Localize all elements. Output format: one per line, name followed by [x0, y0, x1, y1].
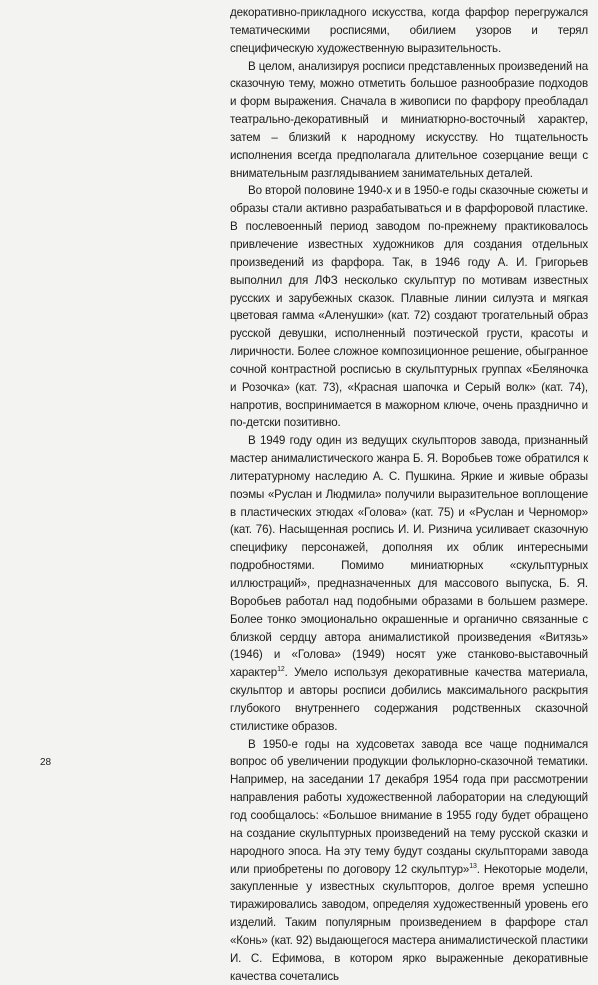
paragraph-2-text: В целом, анализируя росписи представленных произведений на сказочную тему, можно отметить большое разнообразие подходов и форм выражения. Сначала в живописи по фарфору преобладал театрально-декоративный и миниатюрно-восточный характер, затем – близкий к народному искусству. Но тщательность исполнения всегда предполагала длительное созерцание вещи с внимательным разглядыванием занимательных деталей.	[230, 59, 588, 180]
paragraph-1	[230, 4, 588, 58]
paragraph-4	[230, 432, 588, 735]
paragraph-4-text: В 1949 году один из ведущих скульпторов завода, признанный мастер анималистического жанра Б. Я. Воробьев тоже обратился к литературному наследию А. С. Пушкина. Яркие и живые образы поэмы «Руслан и Людмила» получили выразительное воплощение в пластических этюдах «Голова» (кат. 75) и «Руслан и Черномор» (кат. 76). Насыщенная роспись И. И. Ризнича усиливает сказочную специфику персонажей, дополняя их облик интересными подробностями. Помимо миниатюрных «скульптурных иллюстраций», предназначенных для массового выпуска, Б. Я. Воробьев работал над подобными образами в большем размере. Более тонко эмоционально окрашенные и органично связанные с близкой сердцу автора анималистикой произведения «Витязь» (1946) и «Голова» (1949) носят уже станково-выставочный характер	[230, 434, 588, 680]
paragraph-4-text-after: . Умело используя декоративные качества материала, скульптор и авторы росписи добились максимального раскрытия глубокого внутреннего содержания родственных сказочной стилистике образов.	[230, 666, 588, 733]
footnote-ref-13: 13	[469, 862, 477, 870]
main-text-column	[230, 4, 588, 985]
page-number: 28	[40, 757, 52, 768]
paragraph-3	[230, 182, 588, 432]
footnote-ref-12: 12	[277, 666, 285, 674]
paragraph-5-text-after: . Некоторые модели, закупленные у известных скульпторов, долгое время успешно тиражировались заводом, определяя художественный уровень его изделий. Таким популярным произведением в фарфоре стал «Конь» (кат. 92) выдающегося мастера анималистической пластики И. С. Ефимова, в котором ярко выраженные декоративные качества сочетались	[230, 862, 588, 983]
paragraph-5-text: В 1950-е годы на худсоветах завода все чаще поднимался вопрос об увеличении продукции фольклорно-сказочной тематики. Например, на заседании 17 декабря 1954 года при рассмотрении направления работы художественной лаборатории на следующий год сообщалось: «Большое внимание в 1955 году будет обращено на создание скульптурных произведений на тему русской сказки и народного эпоса. На эту тему будут созданы скульпторами завода или приобретены по договору 12 скульптур»	[230, 737, 588, 876]
paragraph-3-text: Во второй половине 1940-х и в 1950-е годы сказочные сюжеты и образы стали активно разрабатываться и в фарфоровой пластике. В послевоенный период заводом по-прежнему практиковалось привлечение известных художников для создания отдельных произведений из фарфора. Так, в 1946 году А. И. Григорьев выполнил для ЛФЗ несколько скульптур по мотивам известных русских и зарубежных сказок. Плавные линии силуэта и мягкая цветовая гамма «Аленушки» (кат. 72) создают трогательный образ русской девушки, исполненный поэтической грусти, красоты и лиричности. Более сложное композиционное решение, обыгранное сочной контрастной росписью в скульптурных группах «Беляночка и Розочка» (кат. 73), «Красная шапочка и Серый волк» (кат. 74), напротив, воспринимается в мажорном ключе, очень празднично и по-детски позитивно.	[230, 184, 588, 430]
paragraph-5	[230, 736, 588, 985]
paragraph-1-text: декоративно-прикладного искусства, когда фарфор перегружался тематическими росписями, обилием узоров и терял специфическую художественную выразительность.	[230, 6, 588, 55]
paragraph-2	[230, 58, 588, 183]
